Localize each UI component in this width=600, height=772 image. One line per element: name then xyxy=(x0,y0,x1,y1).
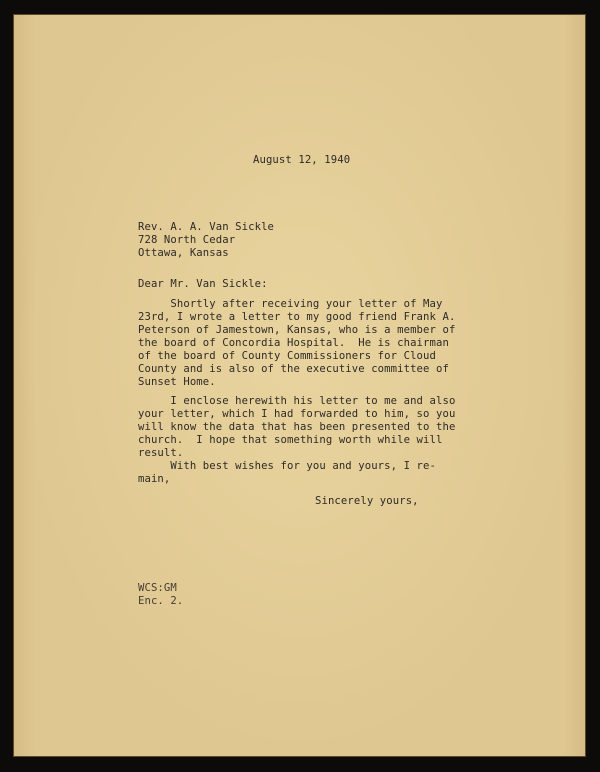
body-line: the board of Concordia Hospital. He is chairman xyxy=(138,337,449,349)
complimentary-close: Sincerely yours, xyxy=(315,495,419,507)
body-line: Shortly after receiving your letter of May xyxy=(138,298,443,310)
body-line: main, xyxy=(138,473,171,485)
letter-date: August 12, 1940 xyxy=(253,154,351,166)
body-line: 23rd, I wrote a letter to my good friend Frank A. xyxy=(138,311,456,323)
body-line: With best wishes for you and yours, I re- xyxy=(138,460,436,472)
body-line: Peterson of Jamestown, Kansas, who is a member of xyxy=(138,324,456,336)
body-line: I enclose herewith his letter to me and also xyxy=(138,395,456,407)
salutation: Dear Mr. Van Sickle: xyxy=(138,278,268,290)
recipient-city: Ottawa, Kansas xyxy=(138,247,229,259)
recipient-name: Rev. A. A. Van Sickle xyxy=(138,221,275,233)
enclosure-note: Enc. 2. xyxy=(138,595,184,607)
letter-page xyxy=(13,14,586,757)
recipient-street: 728 North Cedar xyxy=(138,234,236,246)
body-line: Sunset Home. xyxy=(138,376,216,388)
typist-initials: WCS:GM xyxy=(138,582,177,594)
body-line: of the board of County Commissioners for Cloud xyxy=(138,350,436,362)
body-line: church. I hope that something worth while will xyxy=(138,434,443,446)
body-line: result. xyxy=(138,447,184,459)
body-line: County and is also of the executive committee of xyxy=(138,363,449,375)
body-line: will know the data that has been presented to the xyxy=(138,421,456,433)
body-line: your letter, which I had forwarded to him, so you xyxy=(138,408,456,420)
